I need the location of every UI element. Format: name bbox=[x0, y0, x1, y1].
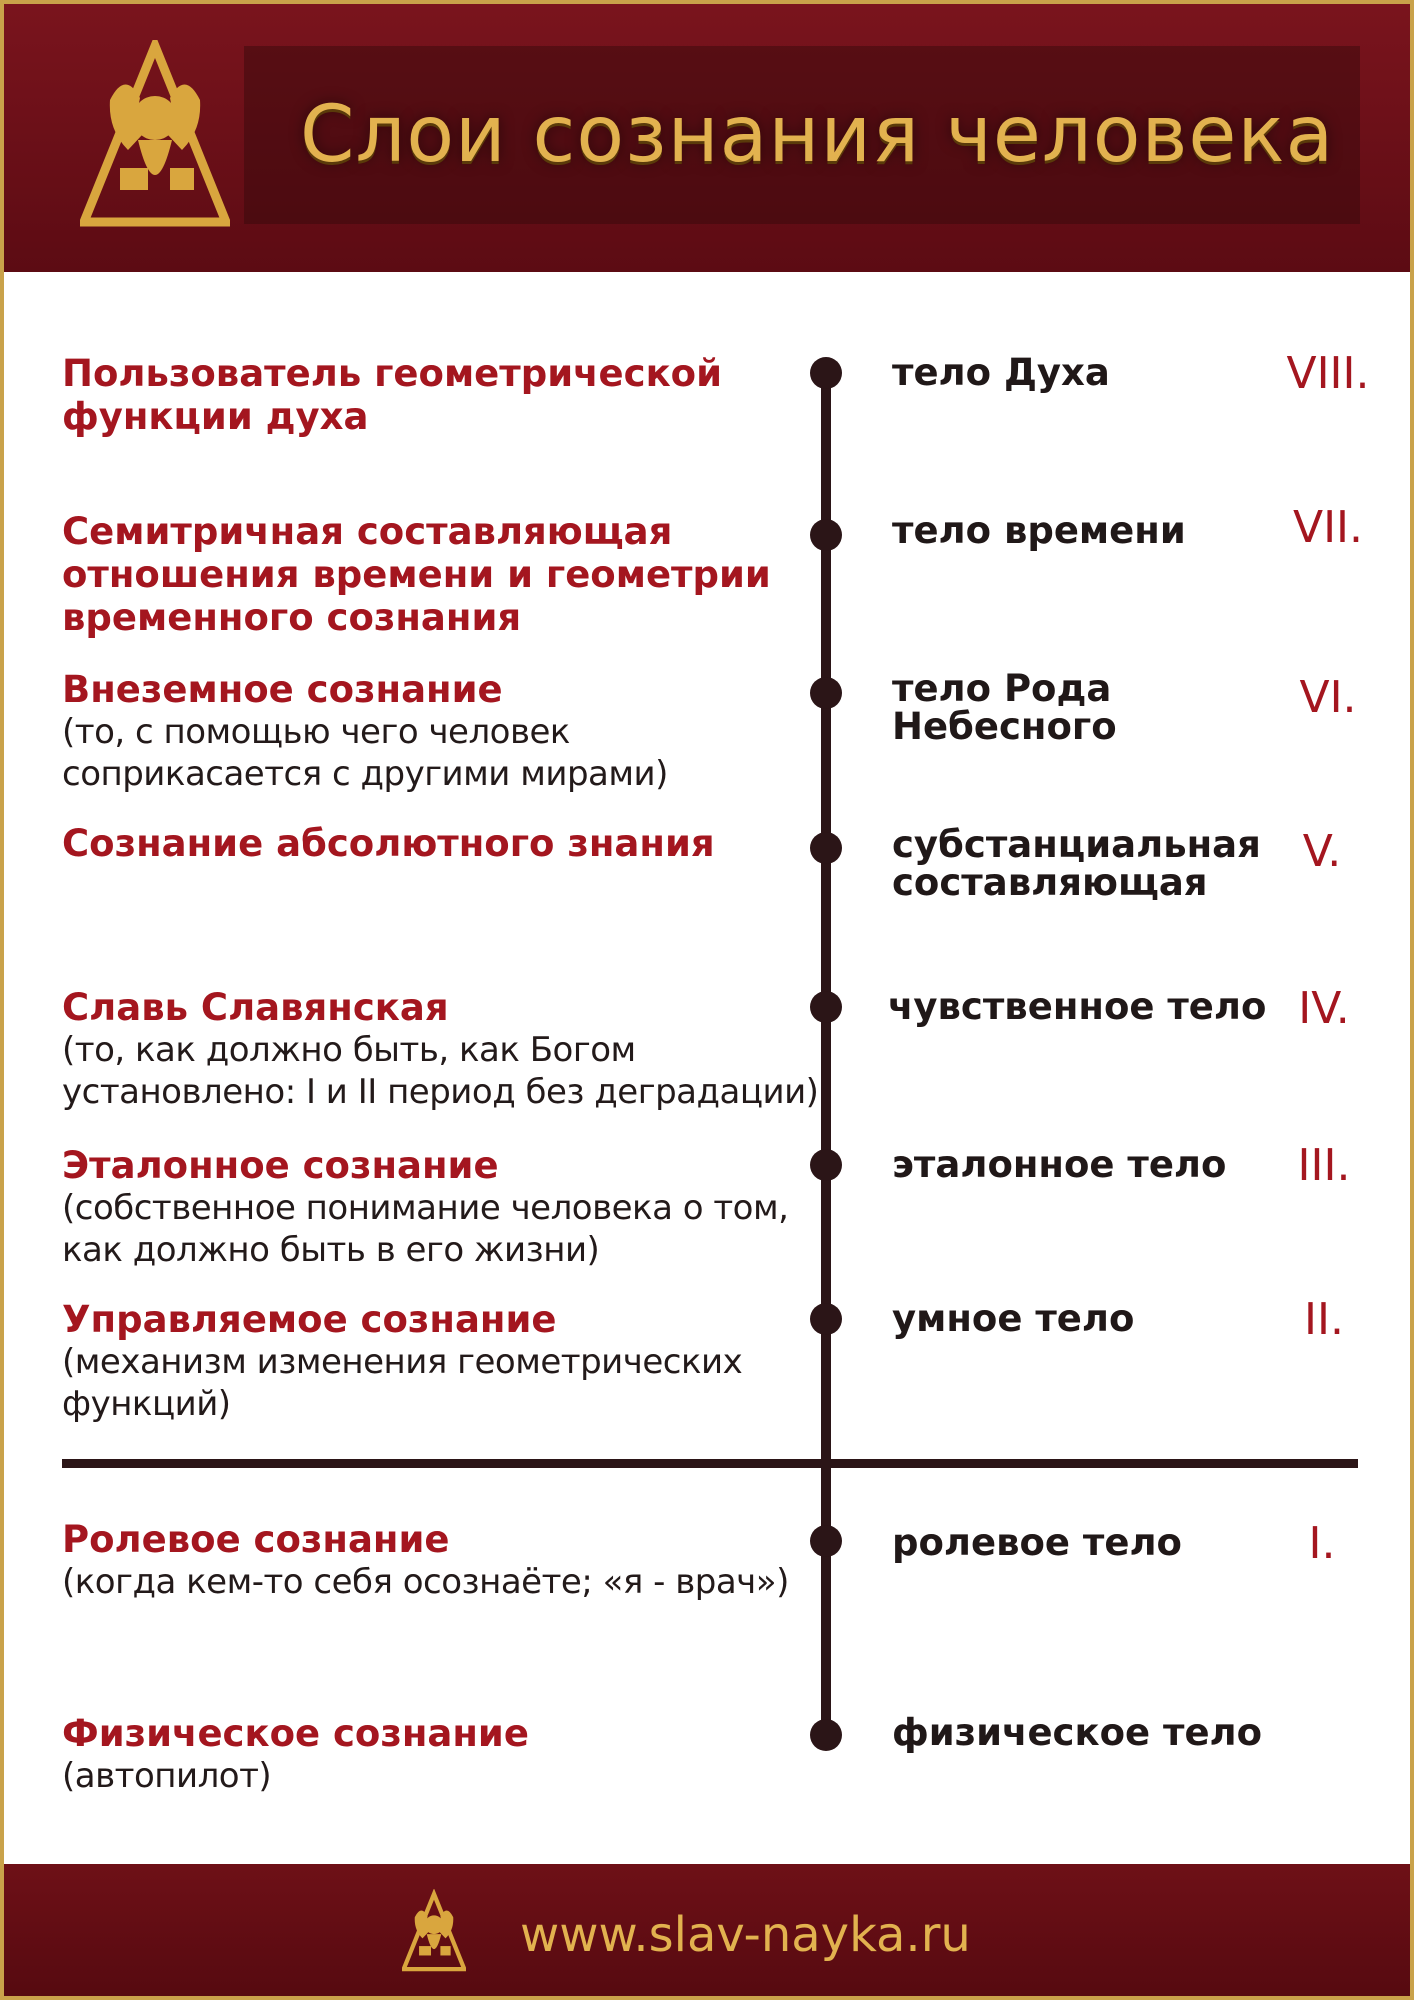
layer-8-left bbox=[62, 352, 822, 438]
layer-2-title: Управляемое сознание bbox=[62, 1298, 557, 1341]
layer-4-numeral: IV. bbox=[1298, 983, 1350, 1034]
layer-5-numeral: V. bbox=[1302, 826, 1342, 877]
layer-8-title: Пользователь геометрической функции духа bbox=[62, 352, 723, 438]
layer-0-desc: (автопилот) bbox=[62, 1756, 272, 1796]
layer-1-body: ролевое тело bbox=[892, 1521, 1182, 1564]
layer-2-left bbox=[62, 1298, 822, 1425]
layer-4-dot bbox=[810, 991, 842, 1023]
layer-5-left bbox=[62, 822, 822, 865]
layer-1-numeral: I. bbox=[1308, 1518, 1336, 1569]
layer-1-dot bbox=[810, 1525, 842, 1557]
layer-2-desc: (механизм изменения геометрических функций) bbox=[62, 1342, 743, 1424]
layer-5-title: Сознание абсолютного знания bbox=[62, 822, 715, 865]
footer-logo-icon bbox=[402, 1889, 466, 1975]
page-title: Слои сознания человека bbox=[300, 90, 1335, 180]
layer-0-body: физическое тело bbox=[892, 1711, 1263, 1754]
layer-0-left bbox=[62, 1712, 822, 1797]
layer-0-title: Физическое сознание bbox=[62, 1712, 529, 1755]
layer-3-left bbox=[62, 1144, 822, 1271]
layer-3-desc: (собственное понимание человека о том, как должно быть в его жизни) bbox=[62, 1188, 789, 1270]
layer-1-title: Ролевое сознание bbox=[62, 1518, 450, 1561]
layer-7-left bbox=[62, 510, 822, 639]
layer-2-body: умное тело bbox=[892, 1297, 1135, 1340]
layer-5-body: субстанциальная составляющая bbox=[892, 823, 1261, 904]
layer-7-body: тело времени bbox=[892, 509, 1186, 552]
layer-4-body: чувственное тело bbox=[888, 985, 1267, 1028]
layer-6-desc: (то, с помощью чего человек соприкасается с другими мирами) bbox=[62, 712, 668, 794]
layer-4-title: Славь Славянская bbox=[62, 986, 449, 1029]
layer-5-dot bbox=[810, 832, 842, 864]
layer-8-dot bbox=[810, 357, 842, 389]
layer-2-dot bbox=[810, 1303, 842, 1335]
divider-line bbox=[62, 1459, 1358, 1468]
layer-6-dot bbox=[810, 677, 842, 709]
website-link[interactable]: www.slav-nayka.ru bbox=[520, 1907, 971, 1963]
layer-3-dot bbox=[810, 1149, 842, 1181]
layer-6-left bbox=[62, 668, 822, 795]
layer-1-left bbox=[62, 1518, 822, 1603]
logo-icon bbox=[80, 40, 230, 230]
layer-3-title: Эталонное сознание bbox=[62, 1144, 499, 1187]
layer-3-numeral: III. bbox=[1297, 1140, 1351, 1191]
layer-8-body: тело Духа bbox=[892, 351, 1110, 394]
layer-7-numeral: VII. bbox=[1292, 502, 1364, 553]
layer-7-title: Семитричная составляющая отношения времени и геометрии временного сознания bbox=[62, 510, 771, 639]
layer-8-numeral: VIII. bbox=[1286, 348, 1370, 399]
layer-3-body: эталонное тело bbox=[892, 1143, 1227, 1186]
layer-2-numeral: II. bbox=[1304, 1294, 1344, 1345]
layer-6-body: тело Рода Небесного bbox=[892, 667, 1117, 748]
layer-6-title: Внеземное сознание bbox=[62, 668, 503, 711]
layer-1-desc: (когда кем-то себя осознаёте; «я - врач») bbox=[62, 1562, 789, 1602]
layer-0-dot bbox=[810, 1719, 842, 1751]
layer-4-left bbox=[62, 986, 822, 1113]
layer-4-desc: (то, как должно быть, как Богом установлено: I и II период без деградации) bbox=[62, 1030, 819, 1112]
layer-7-dot bbox=[810, 519, 842, 551]
layer-6-numeral: VI. bbox=[1299, 672, 1357, 723]
